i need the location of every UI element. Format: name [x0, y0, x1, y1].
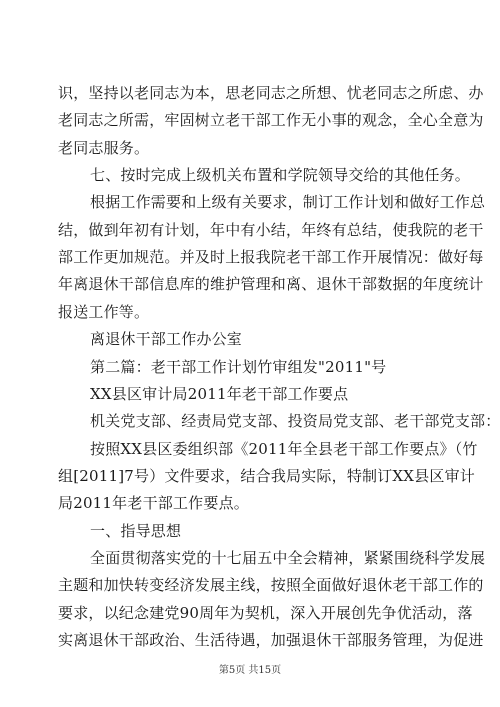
- text-line: 老同志服务。: [58, 139, 150, 157]
- text-line: 年离退休干部信息库的维护管理和离、退休干部数据的年度统计: [58, 275, 484, 293]
- text-line: 实离退休干部政治、生活待遇，加强退休干部服务管理，为促进: [58, 631, 484, 649]
- text-line: 识，坚持以老同志为本，思老同志之所想、忧老同志之所虑、办: [58, 84, 484, 102]
- section-heading: 一、指导思想: [90, 522, 182, 540]
- text-line: 组[2011]7号）文件要求，结合我局实际，特制订XX县区审计: [58, 467, 475, 485]
- text-line: 结，做到年初有计划，年中有小结，年终有总结，使我院的老干: [58, 221, 484, 239]
- text-line: 按照XX县区委组织部《2011年全县老干部工作要点》（竹: [90, 440, 478, 458]
- text-line: 机关党支部、经责局党支部、投资局党支部、老干部党支部：: [90, 412, 500, 430]
- text-line: 根据工作需要和上级有关要求，制订工作计划和做好工作总: [90, 193, 486, 211]
- text-line: 主题和加快转变经济发展主线，按照全面做好退休老干部工作的: [58, 576, 484, 594]
- text-line: 部工作更加规范。并及时上报我院老干部工作开展情况：做好每: [58, 248, 484, 266]
- text-line: 离退休干部工作办公室: [90, 330, 243, 348]
- text-line: 报送工作等。: [58, 303, 150, 321]
- section-title: 第二篇：老干部工作计划竹审组发"2011"号: [90, 358, 387, 376]
- text-line: 全面贯彻落实党的十七届五中全会精神，紧紧围绕科学发展: [90, 549, 486, 567]
- text-line: 老同志之所需，牢固树立老干部工作无小事的观念，全心全意为: [58, 111, 484, 129]
- page-number: 第5页 共15页: [218, 665, 282, 676]
- document-heading: XX县区审计局2011年老干部工作要点: [90, 385, 349, 403]
- text-line: 七、按时完成上级机关布置和学院领导交给的其他任务。: [90, 166, 471, 184]
- text-line: 局2011年老干部工作要点。: [58, 494, 249, 512]
- text-line: 要求，以纪念建党90周年为契机，深入开展创先争优活动，落: [58, 604, 473, 622]
